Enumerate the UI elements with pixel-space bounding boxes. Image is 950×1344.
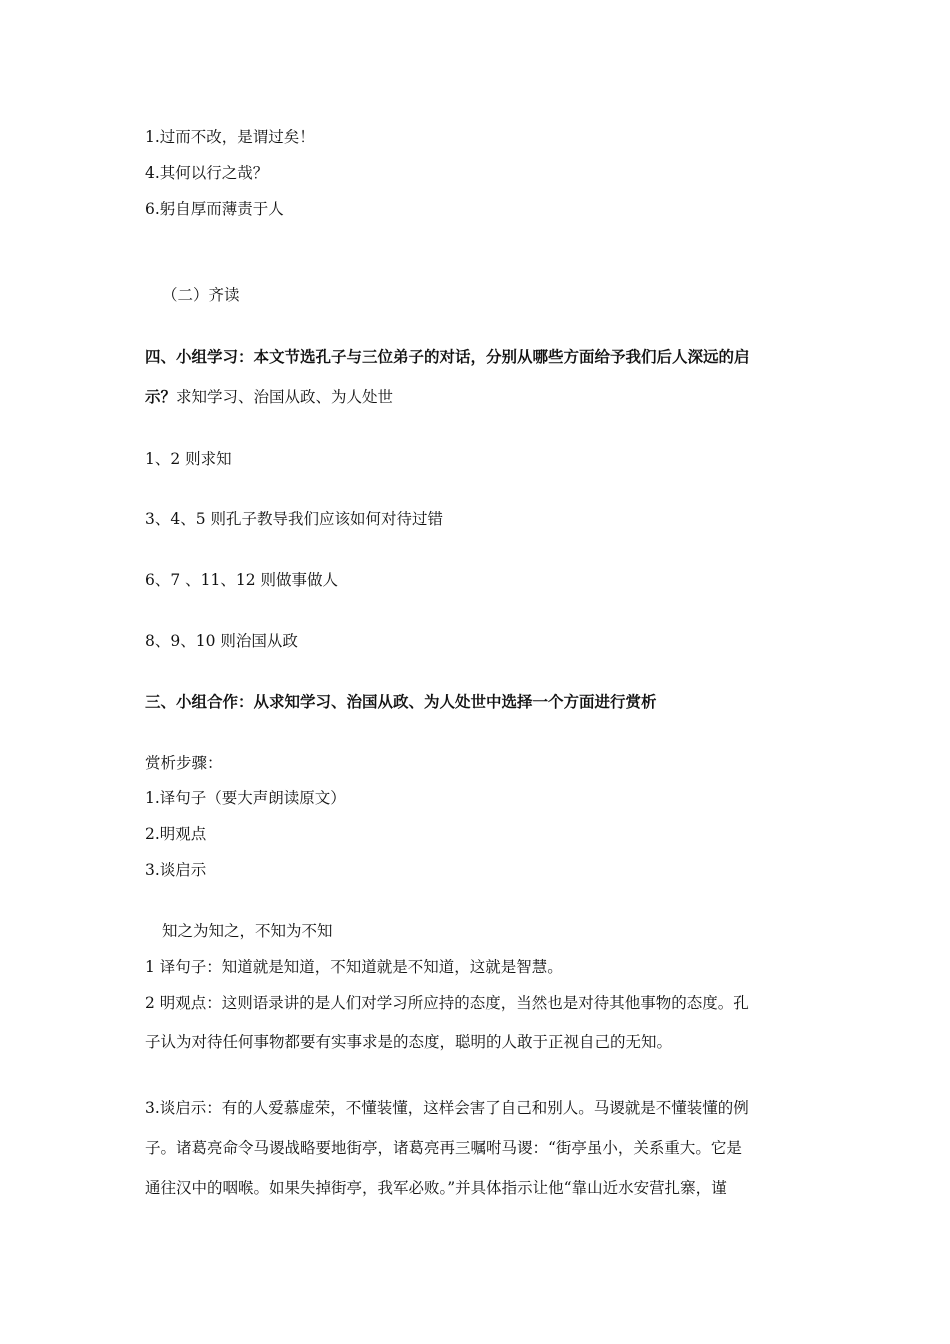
example-insight-cont: 通往汉中的咽喉。如果失掉街亭，我军必败。”并具体指示让他“靠山近水安营扎寨，谨 bbox=[145, 1179, 727, 1197]
example-insight-cont: 子。诸葛亮命令马谡战略要地街亭，诸葛亮再三嘱咐马谡：“街亭虽小，关系重大。它是 bbox=[145, 1139, 742, 1157]
subsection-title: （二）齐读 bbox=[162, 286, 240, 304]
steps-title: 赏析步骤： bbox=[145, 754, 223, 772]
group-item: 3、4、5 则孔子教导我们应该如何对待过错 bbox=[145, 510, 444, 528]
list-item: 6.躬自厚而薄责于人 bbox=[145, 200, 284, 218]
heading-answer: 求知学习、治国从政、为人处世 bbox=[176, 388, 394, 406]
example-viewpoint: 2 明观点：这则语录讲的是人们对学习所应持的态度，当然也是对待其他事物的态度。孔 bbox=[145, 994, 749, 1012]
group-item: 8、9、10 则治国从政 bbox=[145, 632, 298, 650]
step-item: 1.译句子（要大声朗读原文） bbox=[145, 789, 346, 807]
section-heading: 三、小组合作：从求知学习、治国从政、为人处世中选择一个方面进行赏析 bbox=[145, 692, 657, 711]
example-viewpoint-cont: 子认为对待任何事物都要有实事求是的态度，聪明的人敢于正视自己的无知。 bbox=[145, 1033, 673, 1051]
list-item: 1.过而不改，是谓过矣！ bbox=[145, 128, 315, 146]
step-item: 3.谈启示 bbox=[145, 861, 207, 879]
example-translate: 1 译句子：知道就是知道，不知道就是不知道，这就是智慧。 bbox=[145, 958, 563, 976]
example-quote: 知之为知之，不知为不知 bbox=[162, 922, 333, 940]
step-item: 2.明观点 bbox=[145, 825, 207, 843]
group-item: 1、2 则求知 bbox=[145, 450, 232, 468]
section-heading-continued bbox=[145, 386, 393, 408]
heading-bold-part: 示？ bbox=[145, 387, 177, 406]
example-insight: 3.谈启示：有的人爱慕虚荣，不懂装懂，这样会害了自己和别人。马谡就是不懂装懂的例 bbox=[145, 1099, 749, 1117]
group-item: 6、7 、11、12 则做事做人 bbox=[145, 571, 339, 589]
section-heading: 四、小组学习：本文节选孔子与三位弟子的对话，分别从哪些方面给予我们后人深远的启 bbox=[145, 347, 750, 366]
list-item: 4.其何以行之哉？ bbox=[145, 164, 269, 182]
